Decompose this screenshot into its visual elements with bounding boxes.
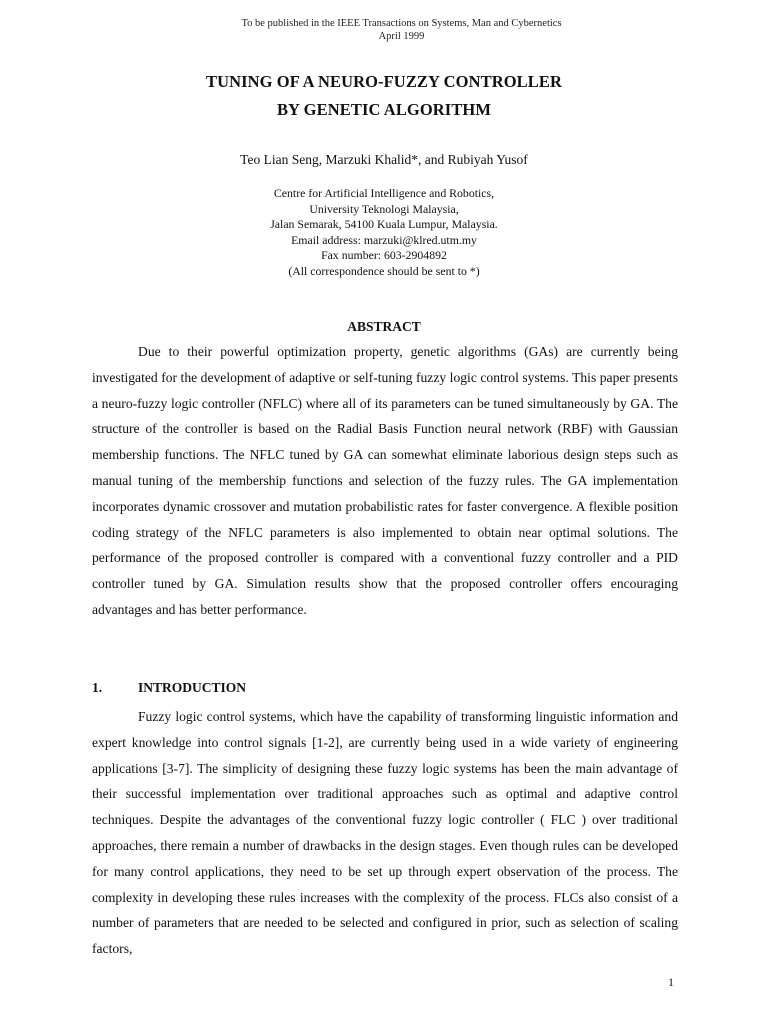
paper-title-line-2: BY GENETIC ALGORITHM	[276, 100, 492, 119]
affiliation-block	[0, 186, 768, 279]
affiliation-address: Jalan Semarak, 54100 Kuala Lumpur, Malaysia.	[270, 217, 498, 231]
author-list: Teo Lian Seng, Marzuki Khalid*, and Rubiyah Yusof	[240, 152, 528, 167]
page-number: 1	[668, 975, 674, 989]
affiliation-fax: Fax number: 603-2904892	[321, 248, 447, 262]
paper-title	[0, 68, 768, 124]
section-heading-introduction	[92, 678, 246, 698]
affiliation-email: Email address: marzuki@klred.utm.my	[291, 232, 477, 247]
affiliation-centre: Centre for Artificial Intelligence and Robotics,	[273, 186, 495, 200]
publication-date: April 1999	[378, 31, 425, 42]
publication-note	[0, 17, 768, 43]
abstract-heading: ABSTRACT	[347, 319, 421, 334]
publication-note-line: To be published in the IEEE Transactions on Systems, Man and Cybernetics	[241, 18, 562, 29]
paper-title-line-1: TUNING OF A NEURO-FUZZY CONTROLLER	[205, 72, 563, 91]
affiliation-university: University Teknologi Malaysia,	[309, 201, 459, 216]
section-number: 1.	[92, 680, 103, 695]
correspondence-note: (All correspondence should be sent to *)	[288, 263, 480, 278]
abstract-body: Due to their powerful optimization property, genetic algorithms (GAs) are currently being investigated for the development of adaptive or self-tuning fuzzy logic control systems. This paper presents a neuro-fuzzy logic controller (NFLC) where all of its parameters can be tuned simultaneously by GA. The structure of the controller is based on the Radial Basis Function neural network (RBF) with Gaussian membership functions. The NFLC tuned by GA can somewhat eliminate laborious design steps such as manual tuning of the membership functions and selection of the fuzzy rules. The GA implementation incorporates dynamic crossover and mutation probabilistic rates for faster convergence. A flexible position coding strategy of the NFLC parameters is also implemented to obtain near optimal solutions. The performance of the proposed controller is compared with a conventional fuzzy controller and a PID controller tuned by GA. Simulation results show that the proposed controller offers encouraging advantages and has better performance.	[92, 344, 678, 617]
introduction-body: Fuzzy logic control systems, which have the capability of transforming linguistic information and expert knowledge into control signals [1-2], are currently being used in a wide variety of engineering applications [3-7]. The simplicity of designing these fuzzy logic systems has been the main advantage of their successful implementation over traditional approaches such as optimal and adaptive control techniques. Despite the advantages of the conventional fuzzy logic controller ( FLC ) over traditional approaches, there remain a number of drawbacks in the design stages. Even though rules can be developed for many control applications, they need to be set up through expert observation of the process. The complexity in developing these rules increases with the complexity of the process. FLCs also consist of a number of parameters that are needed to be selected and configured in prior, such as selection of scaling factors,	[92, 709, 678, 957]
section-title: INTRODUCTION	[138, 680, 247, 695]
